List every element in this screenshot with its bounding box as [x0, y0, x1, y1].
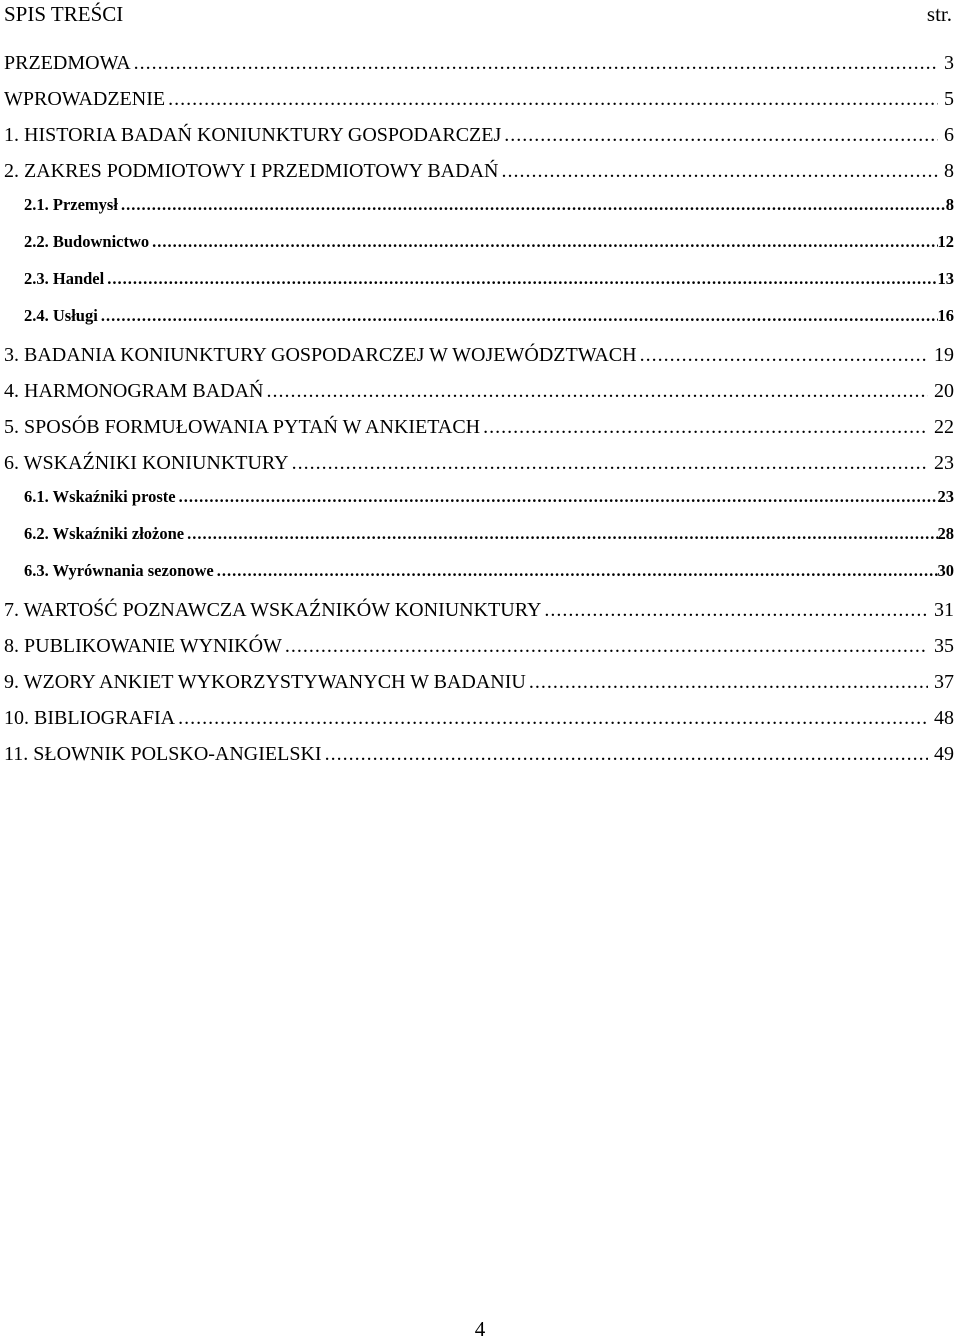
dot-leader	[179, 489, 938, 506]
toc-entry-label: 2.3. Handel	[24, 269, 105, 288]
toc-entry-label: 6.1. Wskaźniki proste	[24, 487, 176, 506]
toc-entry-page: 8	[945, 195, 954, 214]
dot-leader	[178, 708, 928, 728]
toc-entry-label: PRZEDMOWA	[4, 52, 131, 74]
toc-header	[4, 2, 952, 30]
dot-leader	[483, 417, 928, 437]
dot-leader	[101, 308, 938, 325]
toc-entry-label: WPROWADZENIE	[4, 88, 166, 110]
toc-entry[interactable]	[4, 600, 954, 636]
toc-entry-page: 8	[944, 160, 954, 182]
toc-entry-page: 3	[944, 52, 954, 74]
toc-entry[interactable]	[4, 271, 954, 308]
page-number: 4	[474, 1317, 486, 1341]
toc-entry-page: 28	[937, 524, 954, 543]
toc-entry[interactable]	[4, 453, 954, 489]
toc-entry-label: 4. HARMONOGRAM BADAŃ	[4, 380, 264, 402]
toc-entry[interactable]	[4, 417, 954, 453]
dot-leader	[504, 125, 938, 145]
toc-entry-page: 35	[934, 635, 954, 657]
dot-leader	[168, 89, 938, 109]
toc-entry[interactable]	[4, 345, 954, 381]
dot-leader	[529, 672, 928, 692]
toc-entry-label: 2. ZAKRES PODMIOTOWY I PRZEDMIOTOWY BADAŃ	[4, 160, 499, 182]
toc-entry-page: 31	[934, 599, 954, 621]
toc-entry[interactable]	[4, 636, 954, 672]
toc-entry-page: 20	[934, 380, 954, 402]
table-of-contents	[4, 53, 954, 780]
dot-leader	[217, 563, 938, 580]
toc-entry-label: 2.2. Budownictwo	[24, 232, 150, 251]
dot-leader	[285, 636, 928, 656]
page-column-label: str.	[926, 2, 952, 26]
toc-entry[interactable]	[4, 381, 954, 417]
toc-entry-label: 7. WARTOŚĆ POZNAWCZA WSKAŹNIKÓW KONIUNKTURY	[4, 599, 542, 621]
toc-entry-label: 6.2. Wskaźniki złożone	[24, 524, 185, 543]
toc-entry[interactable]	[4, 125, 954, 161]
toc-entry-label: 2.1. Przemysł	[24, 195, 118, 214]
dot-leader	[501, 161, 938, 181]
toc-entry-page: 13	[937, 269, 954, 288]
toc-entry[interactable]	[4, 526, 954, 563]
toc-entry-label: 2.4. Usługi	[24, 306, 98, 325]
toc-entry-label: 1. HISTORIA BADAŃ KONIUNKTURY GOSPODARCZEJ	[4, 124, 502, 146]
dot-leader	[292, 453, 928, 473]
toc-entry[interactable]	[4, 234, 954, 271]
toc-entry-page: 12	[937, 232, 954, 251]
toc-entry[interactable]	[4, 672, 954, 708]
toc-entry[interactable]	[4, 53, 954, 89]
toc-entry-page: 37	[934, 671, 954, 693]
toc-entry-label: 6. WSKAŹNIKI KONIUNKTURY	[4, 452, 289, 474]
toc-entry-label: 10. BIBLIOGRAFIA	[4, 707, 176, 729]
dot-leader	[544, 600, 928, 620]
dot-leader	[121, 197, 946, 214]
toc-entry[interactable]	[4, 89, 954, 125]
toc-entry[interactable]	[4, 563, 954, 600]
toc-entry[interactable]	[4, 489, 954, 526]
toc-entry[interactable]	[4, 308, 954, 345]
toc-entry-label: 11. SŁOWNIK POLSKO-ANGIELSKI	[4, 743, 322, 765]
dot-leader	[107, 271, 937, 288]
toc-entry-page: 6	[944, 124, 954, 146]
toc-entry-page: 23	[937, 487, 954, 506]
toc-entry-page: 19	[934, 344, 954, 366]
toc-entry-page: 22	[934, 416, 954, 438]
toc-entry-page: 16	[937, 306, 954, 325]
toc-entry-label: 3. BADANIA KONIUNKTURY GOSPODARCZEJ W WOJEWÓDZTWACH	[4, 344, 637, 366]
toc-entry-page: 48	[934, 707, 954, 729]
toc-entry-page: 23	[934, 452, 954, 474]
toc-entry-label: 8. PUBLIKOWANIE WYNIKÓW	[4, 635, 282, 657]
toc-title: SPIS TREŚCI	[4, 2, 124, 26]
toc-entry[interactable]	[4, 744, 954, 780]
dot-leader	[325, 744, 928, 764]
toc-entry-page: 30	[937, 561, 954, 580]
toc-entry[interactable]	[4, 708, 954, 744]
dot-leader	[266, 381, 928, 401]
toc-entry-label: 5. SPOSÓB FORMUŁOWANIA PYTAŃ W ANKIETACH	[4, 416, 481, 438]
dot-leader	[134, 53, 938, 73]
toc-entry-label: 6.3. Wyrównania sezonowe	[24, 561, 214, 580]
dot-leader	[152, 234, 937, 251]
toc-entry-page: 5	[944, 88, 954, 110]
toc-entry[interactable]	[4, 197, 954, 234]
dot-leader	[187, 526, 937, 543]
toc-entry-label: 9. WZORY ANKIET WYKORZYSTYWANYCH W BADANIU	[4, 671, 526, 693]
toc-entry-page: 49	[934, 743, 954, 765]
dot-leader	[640, 345, 928, 365]
toc-entry[interactable]	[4, 161, 954, 197]
